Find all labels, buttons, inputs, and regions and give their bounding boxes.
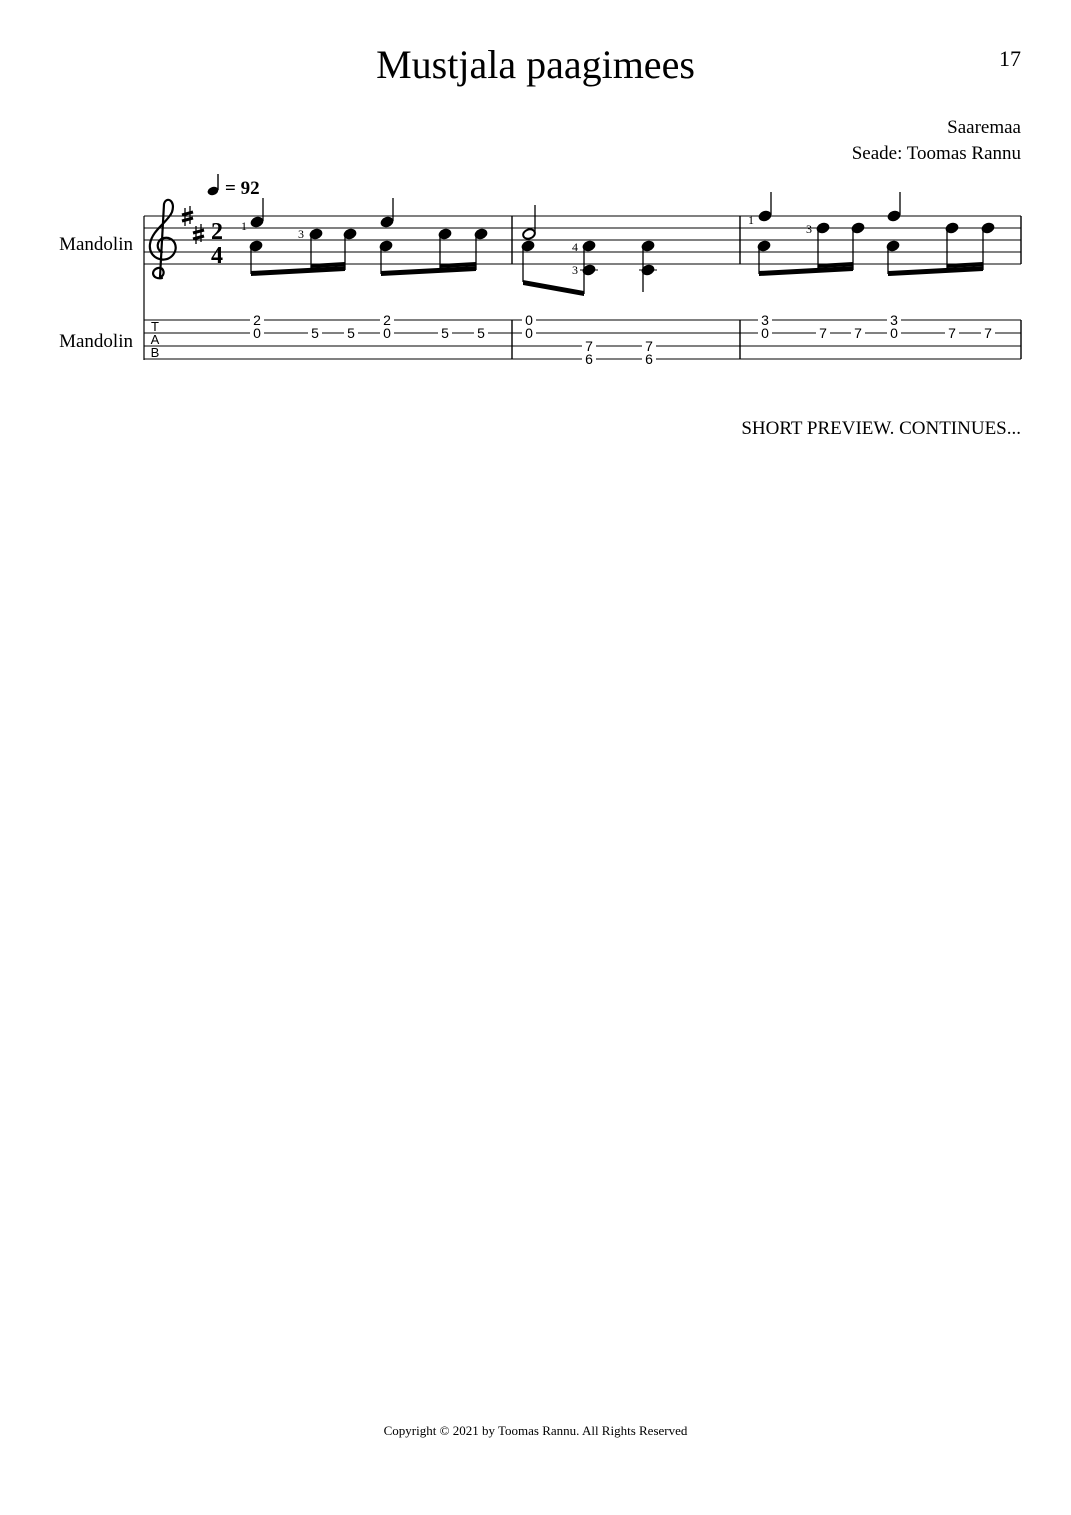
tab-number: 7 xyxy=(585,338,593,354)
score-system xyxy=(0,0,1071,400)
arranger-label: Seade: Toomas Rannu xyxy=(851,143,1021,164)
note-head xyxy=(380,216,394,229)
tab-number: 7 xyxy=(854,325,862,341)
tab-number: 7 xyxy=(948,325,956,341)
preview-note: SHORT PREVIEW. CONTINUES... xyxy=(741,418,1021,439)
fingering: 3 xyxy=(298,227,304,241)
note-head xyxy=(250,216,264,229)
tab-number: 5 xyxy=(347,325,355,341)
note-head xyxy=(758,210,772,223)
page-number: 17 xyxy=(999,46,1021,71)
tab-number: 3 xyxy=(761,312,769,328)
fingering: 1 xyxy=(748,213,754,227)
tab-number: 0 xyxy=(525,325,533,341)
tab-number: 0 xyxy=(525,312,533,328)
tab-number: 6 xyxy=(585,351,593,367)
fingering: 3 xyxy=(572,263,578,277)
time-signature-top: 2 xyxy=(211,219,223,245)
fingering: 4 xyxy=(572,240,578,254)
key-signature xyxy=(182,206,204,244)
tab-number: 0 xyxy=(253,325,261,341)
tab-number: 7 xyxy=(819,325,827,341)
tab-number: 0 xyxy=(383,325,391,341)
tab-number: 7 xyxy=(984,325,992,341)
staff-lines xyxy=(144,216,1021,264)
origin-label: Saaremaa xyxy=(947,117,1021,138)
time-signature-bottom: 4 xyxy=(211,243,223,269)
tab-number: 6 xyxy=(645,351,653,367)
sharp-icon xyxy=(193,224,204,244)
tab-letter-a: A xyxy=(150,332,160,347)
tab-clef xyxy=(151,319,160,360)
tempo-marking xyxy=(206,174,259,199)
measure-2-notes xyxy=(521,205,657,296)
tab-number: 2 xyxy=(383,312,391,328)
fingering: 1 xyxy=(241,219,247,233)
treble-clef-icon xyxy=(150,200,176,278)
tempo-text: = 92 xyxy=(225,178,260,199)
copyright-notice: Copyright © 2021 by Toomas Rannu. All Rights Reserved xyxy=(383,1423,688,1438)
tab-number: 0 xyxy=(890,325,898,341)
tab-number: 5 xyxy=(477,325,485,341)
tab-number: 7 xyxy=(645,338,653,354)
tab-number: 0 xyxy=(761,325,769,341)
note-head xyxy=(522,228,536,241)
tab-number: 2 xyxy=(253,312,261,328)
tab-number: 5 xyxy=(311,325,319,341)
note-head xyxy=(887,210,901,223)
page-title: Mustjala paagimees xyxy=(376,42,695,87)
fingering: 3 xyxy=(806,222,812,236)
measure-3-notes xyxy=(757,192,995,276)
time-signature xyxy=(211,219,223,269)
tab-letter-b: B xyxy=(150,345,160,360)
staff-instrument-name: Mandolin xyxy=(59,234,133,255)
tab-number: 3 xyxy=(890,312,898,328)
tab-letter-t: T xyxy=(151,319,159,334)
tab-number: 5 xyxy=(441,325,449,341)
tab-instrument-name: Mandolin xyxy=(59,331,133,352)
